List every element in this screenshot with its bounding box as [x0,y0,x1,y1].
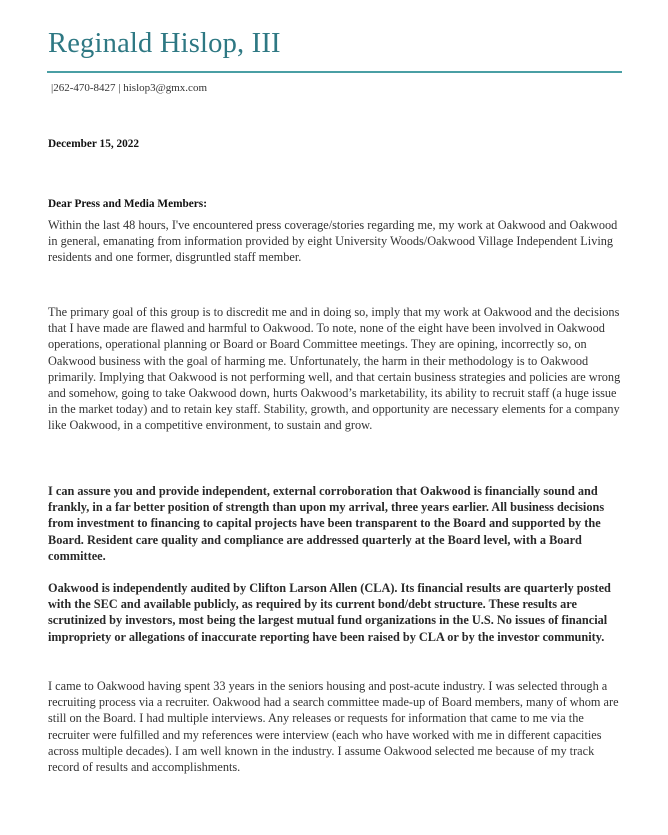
contact-line: |262-470-8427 | hislop3@gmx.com [51,82,207,94]
paragraph-1: Within the last 48 hours, I've encountered press coverage/stories regarding me, my work at Oakwood and Oakwood in general, emanating from information provided by eight University Woods/Oakwood Village Independent Living residents and one former, disgruntled staff member. [48,218,618,265]
paragraph-4-bold: Oakwood is independently audited by Clifton Larson Allen (CLA). Its financial results are quarterly posted with the SEC and available publicly, as required by its current bond/debt structure. These results are scrutinized by investors, most being the largest mutual fund organizations in the U.S. No issues of financial impropriety or allegations of inaccurate reporting have been raised by CLA or by the investor community. [48,581,611,644]
salutation: Dear Press and Media Members: [48,198,207,210]
letterhead-rule [47,71,622,73]
paragraph-3-bold: I can assure you and provide independent, external corroboration that Oakwood is financially sound and frankly, in a far better position of strength than upon my arrival, three years earlier. All business decisions from investment to financing to capital projects have been transparent to the Board and supported by the Board. Resident care quality and compliance are addressed quarterly at the Board level, with a Board committee. [48,484,605,563]
paragraph-5: I came to Oakwood having spent 33 years in the seniors housing and post-acute industry. I was selected through a recruiting process via a recruiter. Oakwood had a search committee made-up of Board members, many of whom are still on the Board. I had multiple interviews. Any releases or requests for information that came to me via the recruiter were fulfilled and my references were interview (each who have worked with me in different capacities across multiple decades). I am well known in the industry. I assume Oakwood selected me because of my track record of results and accomplishments. [48,679,619,775]
letter-date: December 15, 2022 [48,138,140,150]
letterhead-name: Reginald Hislop, III [48,28,281,59]
paragraph-2: The primary goal of this group is to discredit me and in doing so, imply that my work at Oakwood and the decisions that I have made are flawed and harmful to Oakwood. To note, none of the eight have been involved in Oakwood operations, operational planning or Board or Board Committee meetings. They are opining, incorrectly so, on Oakwood business with the goal of harming me. Unfortunately, the harm in their methodology is to Oakwood primarily. Implying that Oakwood is not performing well, and that certain business strategies and policies are wrong and somehow, going to take Oakwood down, hurts Oakwood’s marketability, its ability to recruit staff (a huge issue in the market today) and to retain key staff. Stability, growth, and opportunity are necessary elements for a company like Oakwood, in a competitive environment, to sustain and grow. [48,305,621,433]
